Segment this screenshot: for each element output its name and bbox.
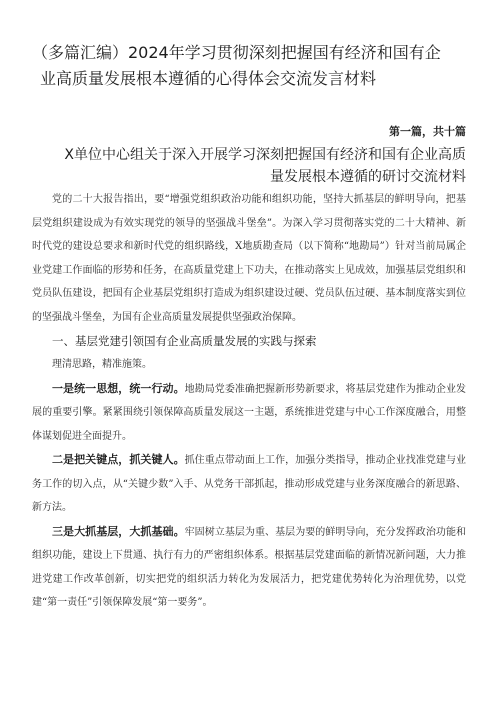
point-2-lead: 二是把关键点，抓关键人。	[52, 453, 185, 466]
section-1-heading: 一、基层党建引领国有企业高质量发展的实践与探索	[52, 334, 317, 348]
point-3-text: 牢固树立基层为重、基层为要的鲜明导向，充分发挥政治功能和组织功能，建设上下贯通、执行有力的严密组织体系。根据基层党建面临的新情况新问题，大力推进党建工作改革创新，切实把党的组织活力转化为发展活力，把党建优势转化为治理优势，以党建“第一责任”引领保障发展“第一要务”。	[32, 526, 467, 608]
section-title-line-2: 量发展根本遵循的研讨交流材料	[270, 169, 466, 185]
section-title-line-1: X单位中心组关于深入开展学习深刻把握国有经济和国有企业高质	[64, 147, 466, 163]
document-title	[32, 0, 466, 92]
point-paragraph-2	[32, 448, 466, 520]
point-1-lead: 一是统一思想，统一行动。	[52, 381, 185, 395]
intro-paragraph: 党的二十大报告指出，要“增强党组织政治功能和组织功能，坚持大抓基层的鲜明导向，把基层党组织建设成为有效实现党的领导的坚强战斗堡垒”。为深入学习贯彻落实党的二十大精神、新时代党的建设总要求和新时代党的组织路线，X地质勘查局（以下简称“地勘局”）针对当前局属企业党建工作面临的形势和任务，在高质量党建上下功夫，在推动落实上见成效，加强基层党组织和党员队伍建设，把国有企业基层党组织打造成为组织建设过硬、党员队伍过硬、基本制度落实到位的坚强战斗堡垒，为国有企业高质量发展提供坚强政治保障。	[32, 194, 466, 323]
point-paragraph-3	[32, 520, 466, 615]
section-title	[32, 144, 466, 188]
point-2-text: 抓住重点带动面上工作，加强分类指导，推动企业找准党建与业务工作的切入点，从“关键少数”入手、从党务干部抓起，推动形成党建与业务深度融合的新思路、新方法。	[32, 455, 467, 513]
document-title-line-1: （多篇汇编）2024年学习贯彻深刻把握国有经济和国有企	[32, 43, 441, 62]
point-paragraph-1	[32, 377, 466, 449]
point-3-lead: 三是大抓基层，大抓基础。	[52, 524, 185, 538]
section-1-subheading: 理清思路，精准施策。	[52, 359, 152, 370]
part-label: 第一篇，共十篇	[389, 125, 466, 138]
document-title-line-2: 业高质量发展根本遵循的心得体会交流发言材料	[40, 69, 377, 88]
point-1-text: 地勘局党委准确把握新形势新要求，将基层党建作为推动企业发展的重要引擎。紧紧围绕引领保障高质量发展这一主题，系统推进党建与中心工作深度融合，用整体谋划促进全面提升。	[32, 383, 467, 442]
